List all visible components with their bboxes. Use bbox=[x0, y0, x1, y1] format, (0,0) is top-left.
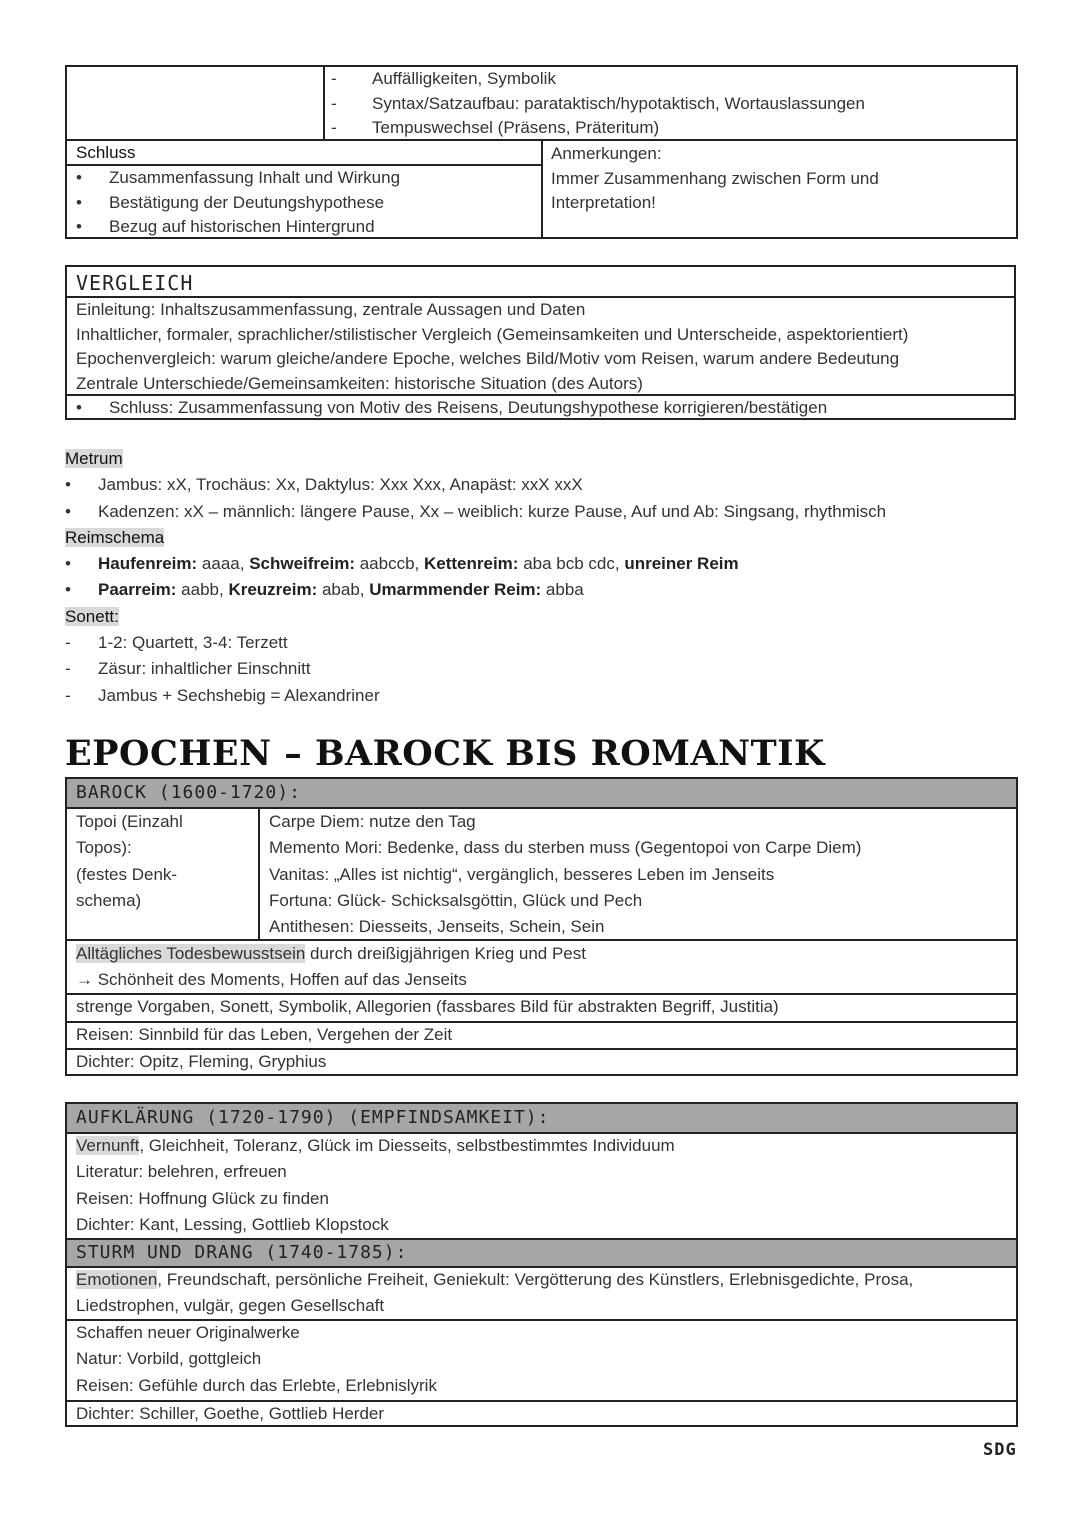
barock-dichter: Dichter: Opitz, Fleming, Gryphius bbox=[76, 1052, 327, 1071]
footer-initials: SDG bbox=[983, 1440, 1017, 1460]
topos-item: Carpe Diem: nutze den Tag bbox=[269, 812, 476, 831]
sturm-dichter: Dichter: Schiller, Goethe, Gottlieb Herder bbox=[76, 1404, 385, 1423]
list-item: • Kadenzen: xX – männlich: längere Pause, Xx – weiblich: kurze Pause, Auf und Ab: Singsang, rhythmisch bbox=[65, 501, 887, 521]
aufklaerung-line: Literatur: belehren, erfreuen bbox=[76, 1162, 287, 1182]
topos-item: Fortuna: Glück- Schicksalsgöttin, Glück und Pech bbox=[269, 890, 643, 910]
list-item: • Zusammenfassung Inhalt und Wirkung bbox=[76, 168, 401, 187]
aufklaerung-line: Dichter: Kant, Lessing, Gottlieb Klopstock bbox=[76, 1214, 389, 1234]
page-title: EPOCHEN – BAROCK BIS ROMANTIK bbox=[65, 733, 825, 774]
list-item: • Paarreim: aabb, Kreuzreim: abab, Umarmmender Reim: abba bbox=[65, 580, 584, 600]
vergleich-line: Einleitung: Inhaltszusammenfassung, zentrale Aussagen und Daten bbox=[76, 300, 586, 319]
top-table bbox=[65, 65, 1018, 239]
list-item: - Auffälligkeiten, Symbolik bbox=[331, 69, 556, 88]
barock-reisen: Reisen: Sinnbild für das Leben, Vergehen der Zeit bbox=[76, 1025, 453, 1044]
highlight: Alltägliches Todesbewusstsein bbox=[76, 944, 306, 963]
metrum-title: Metrum bbox=[65, 449, 123, 468]
highlight: Vernunft bbox=[76, 1136, 140, 1155]
vergleich-line: Zentrale Unterschiede/Gemeinsamkeiten: historische Situation (des Autors) bbox=[76, 373, 643, 393]
list-item: - 1-2: Quartett, 3-4: Terzett bbox=[65, 633, 288, 653]
aufklaerung-line: Reisen: Hoffnung Glück zu finden bbox=[76, 1188, 329, 1208]
list-item: • Bezug auf historischen Hintergrund bbox=[76, 217, 375, 236]
sturm-line: Reisen: Gefühle durch das Erlebte, Erlebnislyrik bbox=[76, 1375, 437, 1395]
sturm-line: Schaffen neuer Originalwerke bbox=[76, 1323, 300, 1342]
reimschema-title: Reimschema bbox=[65, 527, 165, 547]
sturm-title: STURM UND DRANG (1740-1785): bbox=[67, 1240, 1016, 1266]
aufklaerung-title: AUFKLÄRUNG (1720-1790) (EMPFINDSAMKEIT): bbox=[67, 1104, 1016, 1132]
topoi-label: schema) bbox=[76, 890, 142, 910]
topoi-label: (festes Denk- bbox=[76, 864, 178, 884]
highlight: Emotionen bbox=[76, 1270, 158, 1289]
list-item: • Haufenreim: aaaa, Schweifreim: aabccb, Kettenreim: aba bcb cdc, unreiner Reim bbox=[65, 554, 739, 574]
topos-item: Memento Mori: Bedenke, dass du sterben muss (Gegentopoi von Carpe Diem) bbox=[269, 838, 862, 858]
vergleich-line: Epochenvergleich: warum gleiche/andere Epoche, welches Bild/Motiv vom Reisen, warum andere Bedeutung bbox=[76, 349, 900, 368]
barock-vorgaben: strenge Vorgaben, Sonett, Symbolik, Allegorien (fassbares Bild für abstrakten Begriff, Justitia) bbox=[76, 997, 779, 1016]
sonett-title: Sonett: bbox=[65, 606, 119, 626]
list-item: - Zäsur: inhaltlicher Einschnitt bbox=[65, 659, 311, 679]
list-item: • Schluss: Zusammenfassung von Motiv des Reisens, Deutungshypothese korrigieren/bestätigen bbox=[76, 398, 828, 417]
list-item: - Syntax/Satzaufbau: parataktisch/hypotaktisch, Wortauslassungen bbox=[331, 93, 865, 113]
list-item: • Bestätigung der Deutungshypothese bbox=[76, 192, 385, 212]
anmerkungen-title: Anmerkungen: bbox=[551, 144, 662, 163]
barock-box: BAROCK (1600-1720): Topoi (Einzahl Topos): (festes Denk- schema) Carpe Diem: nutze den Tag Memento Mori: Bedenke, dass du sterben muss (Gegentopoi von Carpe Diem) Vanitas: „Alles ist nichtig“, vergänglich, besseres Leben im Jenseits Fortuna: Glück- Schicksalsgöttin, Glück und Pech Antithesen: Diesseits, Jenseits, Schein, Sein Alltägliches Todesbewusstsein durch dreißigjährigen Krieg und Pest → Schönheit des Moments, Hoffen auf das Jenseits strenge Vorgaben, Sonett, Symbolik, Allegorien (fassbares Bild für abstrakten Begriff, Justitia) Reisen: Sinnbild für das Leben, Vergehen der Zeit Dichter: Opitz, Fleming, Gryphius bbox=[65, 777, 1018, 1076]
vergleich-line: Inhaltlicher, formaler, sprachlicher/stilistischer Vergleich (Gemeinsamkeiten und Unterscheide, aspektorientiert) bbox=[76, 324, 909, 344]
sturm-line: Natur: Vorbild, gottgleich bbox=[76, 1349, 262, 1369]
topoi-label: Topos): bbox=[76, 838, 132, 858]
sturm-line: Liedstrophen, vulgär, gegen Gesellschaft bbox=[76, 1296, 385, 1316]
list-item: - Jambus + Sechshebig = Alexandriner bbox=[65, 685, 380, 705]
list-item: - Tempuswechsel (Präsens, Präteritum) bbox=[331, 118, 660, 137]
topoi-label: Topoi (Einzahl bbox=[76, 812, 183, 831]
anmerkungen-text: Immer Zusammenhang zwischen Form und Interpretation! bbox=[551, 168, 879, 212]
vergleich-box bbox=[65, 265, 1016, 420]
list-item: • Jambus: xX, Trochäus: Xx, Daktylus: Xxx Xxx, Anapäst: xxX xxX bbox=[65, 475, 583, 495]
arrow-icon: → bbox=[76, 970, 93, 989]
topos-item: Antithesen: Diesseits, Jenseits, Schein, Sein bbox=[269, 917, 605, 937]
schluss-title: Schluss bbox=[76, 143, 136, 162]
aufklaerung-box: AUFKLÄRUNG (1720-1790) (EMPFINDSAMKEIT): Vernunft, Gleichheit, Toleranz, Glück im Diesseits, selbstbestimmtes Individuum Literatur: belehren, erfreuen Reisen: Hoffnung Glück zu finden Dichter: Kant, Lessing, Gottlieb Klopstock STURM UND DRANG (1740-1785): Emotionen, Freundschaft, persönliche Freiheit, Geniekult: Vergötterung des Künstlers, Erlebnisgedichte, Prosa, Liedstrophen, vulgär, gegen Gesellschaft Schaffen neuer Originalwerke Natur: Vorbild, gottgleich Reisen: Gefühle durch das Erlebte, Erlebnislyrik Dichter: Schiller, Goethe, Gottlieb Herder bbox=[65, 1102, 1018, 1427]
vergleich-title: VERGLEICH bbox=[76, 271, 194, 295]
barock-title: BAROCK (1600-1720): bbox=[67, 779, 1016, 807]
topos-item: Vanitas: „Alles ist nichtig“, vergänglich, besseres Leben im Jenseits bbox=[269, 864, 775, 884]
